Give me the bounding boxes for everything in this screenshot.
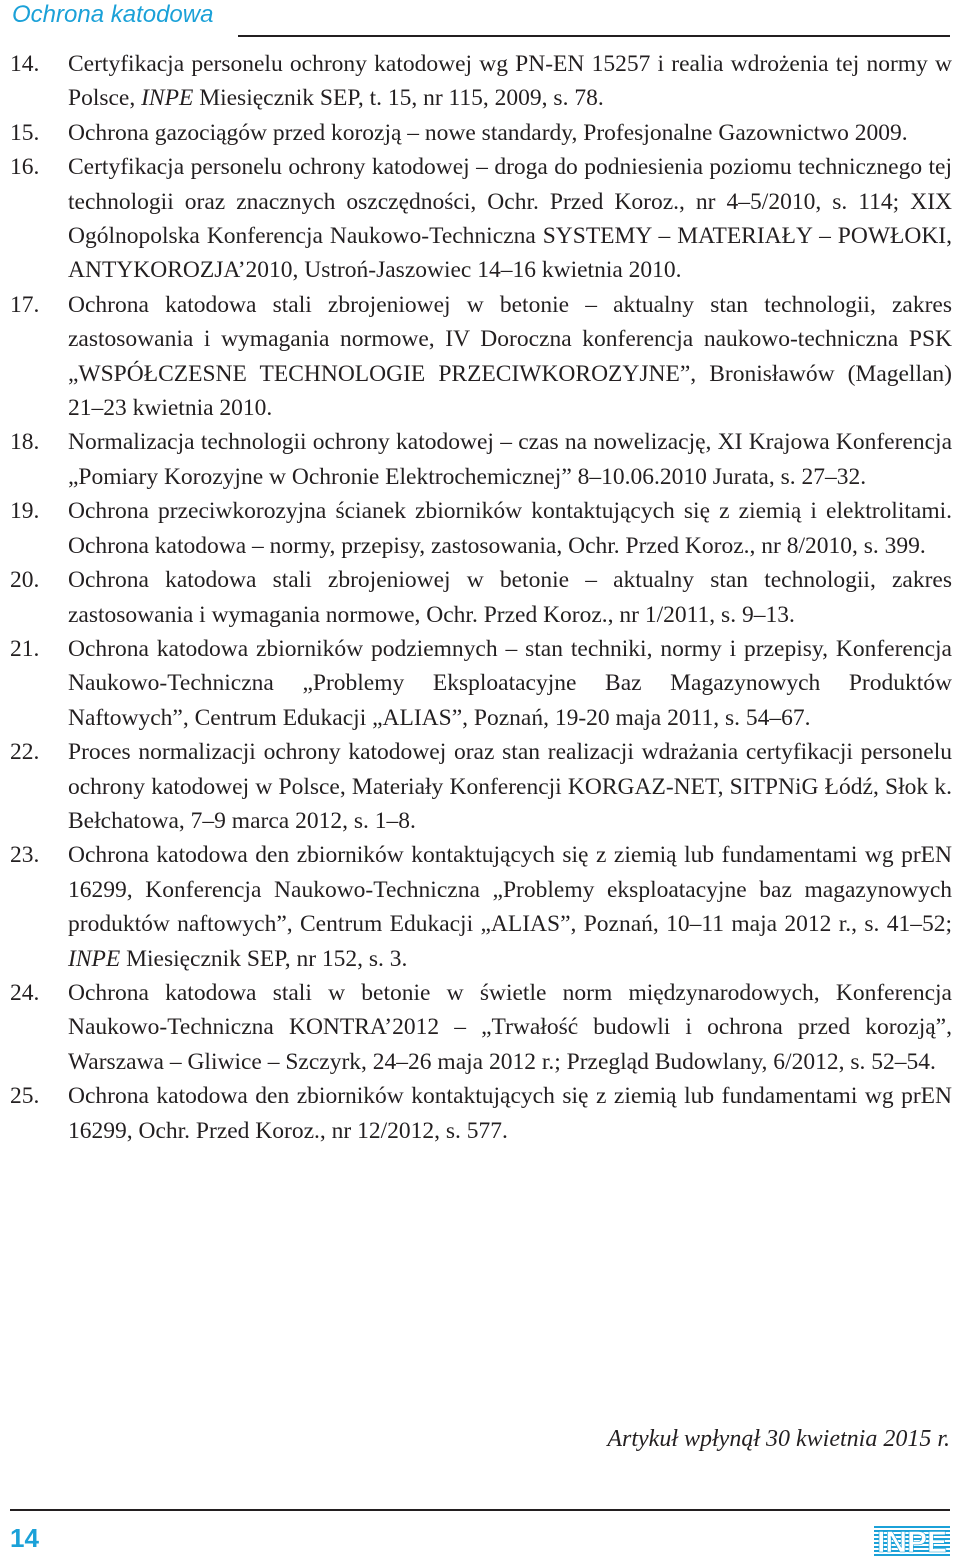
- reference-number: 17.: [10, 291, 40, 318]
- reference-segment: Miesięcznik SEP, t. 15, nr 115, 2009, s. 78.: [193, 85, 604, 112]
- reference-number: 25.: [10, 1083, 40, 1110]
- reference-item: [10, 288, 952, 426]
- reference-item: [10, 47, 952, 116]
- reference-number: 23.: [10, 842, 40, 869]
- reference-item: [10, 632, 952, 735]
- reference-segment: Ochrona przeciwkorozyjna ścianek zbiorników kontaktujących się z ziemią i elektrolitami. Ochrona katodowa – normy, przepisy, zastosowania, Ochr. Przed Koroz., nr 8/2010, s. 399.: [68, 498, 952, 559]
- reference-segment: Ochrona katodowa stali zbrojeniowej w betonie – aktualny stan technologii, zakres zastosowania i wymagania normowe, IV Doroczna konferencja naukowo-techniczna PSK „WSPÓŁCZESNE TECHNOLOGIE PRZECIWKOROZYJNE”, Bronisławów (Magellan) 21–23 kwietnia 2010.: [68, 291, 952, 422]
- reference-item: [10, 563, 952, 632]
- article-received-note: Artykuł wpłynął 30 kwietnia 2015 r.: [607, 1426, 950, 1452]
- reference-segment: Ochrona katodowa den zbiorników kontaktujących się z ziemią lub fundamentami wg prEN 16299, Konferencja Naukowo-Techniczna „Problemy eksploatacyjne baz magazynowych produktów naftowych”, Centrum Edukacji „ALIAS”, Poznań, 10–11 maja 2012 r., s. 41–52;: [68, 842, 952, 938]
- reference-segment: Ochrona katodowa den zbiorników kontaktujących się z ziemią lub fundamentami wg prEN 16299, Ochr. Przed Koroz., nr 12/2012, s. 577.: [68, 1083, 952, 1144]
- reference-text: [68, 980, 952, 1075]
- reference-number: 18.: [10, 429, 40, 456]
- reference-item: [10, 116, 952, 150]
- page-number: 14: [10, 1523, 39, 1553]
- reference-item: [10, 838, 952, 976]
- reference-number: 22.: [10, 739, 40, 766]
- reference-item: [10, 1079, 952, 1148]
- footer-divider: [10, 1509, 950, 1511]
- reference-number: 19.: [10, 498, 40, 525]
- reference-segment: Ochrona katodowa stali zbrojeniowej w betonie – aktualny stan technologii, zakres zastosowania i wymagania normowe, Ochr. Przed Koroz., nr 1/2011, s. 9–13.: [68, 567, 952, 628]
- page-header: [0, 0, 960, 36]
- header-divider: [238, 35, 950, 37]
- reference-segment: Miesięcznik SEP, nr 152, s. 3.: [120, 945, 408, 972]
- reference-text: [68, 154, 952, 283]
- reference-text: [68, 636, 952, 731]
- reference-text: [68, 120, 908, 146]
- reference-segment: Certyfikacja personelu ochrony katodowej – droga do podniesienia poziomu technicznego tej technologii oraz znacznych oszczędności, Ochr. Przed Koroz., nr 4–5/2010, s. 114; XIX Ogólnopolska Konferencja Naukowo-Techniczna SYSTEMY – MATERIAŁY – POWŁOKI, ANTYKOROZJA’2010, Ustroń-Jaszowiec 14–16 kwietnia 2010.: [68, 154, 952, 284]
- inpe-logo-mark: [874, 1524, 950, 1558]
- reference-text: [68, 567, 952, 627]
- section-title: Ochrona katodowa: [12, 1, 214, 28]
- reference-number: 20.: [10, 567, 40, 594]
- reference-text: [68, 498, 952, 558]
- reference-text: [68, 292, 952, 421]
- reference-segment: Proces normalizacji ochrony katodowej oraz stan realizacji wdrażania certyfikacji personelu ochrony katodowej w Polsce, Materiały Konferencji KORGAZ-NET, SITPNiG Łódź, Słok k. Bełchatowa, 7–9 marca 2012, s. 1–8.: [68, 739, 952, 834]
- reference-text: [68, 739, 952, 834]
- reference-segment: Certyfikacja personelu ochrony katodowej wg PN-EN 15257 i realia wdrożenia tej normy w Polsce,: [68, 51, 952, 112]
- logo-lettering: INPE: [876, 1526, 948, 1558]
- reference-text: [68, 51, 952, 111]
- reference-number: 24.: [10, 979, 40, 1006]
- reference-segment: Ochrona gazociągów przed korozją – nowe standardy, Profesjonalne Gazownictwo 2009.: [68, 119, 908, 146]
- reference-segment: Normalizacja technologii ochrony katodowej – czas na nowelizację, XI Krajowa Konferencja „Pomiary Korozyjne w Ochronie Elektrochemicznej” 8–10.06.2010 Jurata, s. 27–32.: [68, 429, 952, 490]
- reference-number: 15.: [10, 119, 40, 146]
- reference-italic-segment: INPE: [68, 945, 121, 972]
- reference-italic-segment: INPE: [141, 85, 194, 112]
- reference-text: [68, 1083, 952, 1143]
- reference-segment: Ochrona katodowa zbiorników podziemnych – stan techniki, normy i przepisy, Konferencja Naukowo-Techniczna „Problemy Eksploatacyjne Baz Magazynowych Produktów Naftowych”, Centrum Edukacji „ALIAS”, Poznań, 19-20 maja 2011, s. 54–67.: [68, 635, 952, 731]
- reference-text: [68, 842, 952, 971]
- reference-text: [68, 429, 952, 489]
- reference-list: [10, 47, 952, 1148]
- inpe-logo: [874, 1524, 950, 1558]
- reference-item: [10, 494, 952, 563]
- reference-number: 14.: [10, 51, 40, 77]
- reference-item: [10, 150, 952, 288]
- reference-number: 16.: [10, 154, 40, 181]
- reference-number: 21.: [10, 635, 40, 662]
- reference-item: [10, 425, 952, 494]
- reference-item: [10, 735, 952, 838]
- reference-segment: Ochrona katodowa stali w betonie w świetle norm międzynarodowych, Konferencja Naukowo-Techniczna KONTRA’2012 – „Trwałość budowli i ochrona przed korozją”, Warszawa – Gliwice – Szczyrk, 24–26 maja 2012 r.; Przegląd Budowlany, 6/2012, s. 52–54.: [68, 979, 952, 1075]
- reference-item: [10, 976, 952, 1079]
